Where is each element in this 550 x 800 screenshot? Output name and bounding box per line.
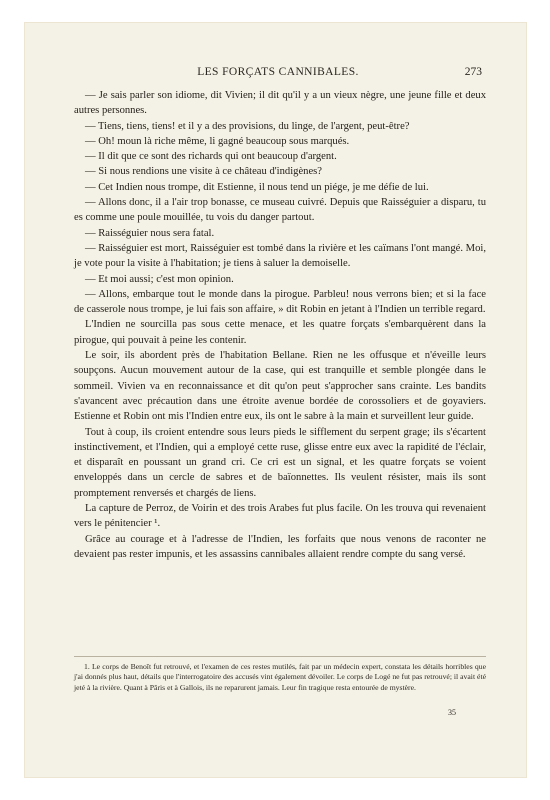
paragraph: Grâce au courage et à l'adresse de l'Indien, les forfaits que nous venons de raconter ne devaient pas rester impunis, et les assassins cannibales allaient rendre compte du sang versé. <box>74 533 486 560</box>
paragraph: L'Indien ne sourcilla pas sous cette menace, et les quatre forçats s'embarquèrent dans la pirogue, qui pouvait à peine les contenir. <box>74 319 486 346</box>
paragraph: — Je sais parler son idiome, dit Vivien; il dit qu'il y a un vieux nègre, une jeune fille et deux autres personnes. <box>74 90 486 117</box>
paragraph: — Il dit que ce sont des richards qui ont beaucoup d'argent. <box>85 151 337 163</box>
footnote-divider <box>74 656 486 657</box>
page-header <box>74 66 482 82</box>
page-number: 273 <box>464 66 482 78</box>
body-text <box>74 88 486 562</box>
signature-mark: 35 <box>448 708 456 717</box>
paragraph: Tout à coup, ils croient entendre sous leurs pieds le sifflement du serpent grage; ils s'écartent instinctivement, et l'Indien, qui a employé cette ruse, glisse entre eux avec la rapidité de l'éclair, et disparaît en poussant un grand cri. Ce cri est un signal, et les quatre forçats se voient enveloppés dans un cercle de sabres et de baïonnettes. Ils veulent résister, mais ils sont promptement renversés et chargés de liens. <box>74 426 486 499</box>
paragraph: — Oh! moun là riche même, li gagné beaucoup sous marqués. <box>85 135 350 147</box>
paragraph: — Allons donc, il a l'air trop bonasse, ce museau cuivré. Depuis que Raisséguier a disparu, tu es comme une poule mouillée, tu vois du danger partout. <box>74 197 486 224</box>
paragraph: — Cet Indien nous trompe, dit Estienne, il nous tend un piége, je me défie de lui. <box>85 181 429 193</box>
paragraph: — Si nous rendions une visite à ce château d'indigènes? <box>85 166 322 178</box>
paragraph: — Tiens, tiens, tiens! et il y a des provisions, du linge, de l'argent, peut-être? <box>85 120 410 132</box>
paragraph: La capture de Perroz, de Voirin et des trois Arabes fut plus facile. On les trouva qui revenaient vers le pénitencier ¹. <box>74 503 486 530</box>
paragraph: Le soir, ils abordent près de l'habitation Bellane. Rien ne les offusque et n'éveille leurs soupçons. Aucun mouvement autour de la case, qui est tranquille et semble plongée dans le sommeil. Vivien va en reconnaissance et dit qu'on peut s'approcher sans crainte. Les bandits s'avancent avec précaution dans une étroite avenue bordée de corossoliers et de goyaviers. Estienne et Robin ont mis l'Indien entre eux, ils ont le sabre à la main et surveillent leur guide. <box>74 350 486 423</box>
paragraph: — Et moi aussi; c'est mon opinion. <box>85 273 234 285</box>
running-title: LES FORÇATS CANNIBALES. <box>197 66 359 78</box>
paragraph: — Raisséguier est mort, Raisséguier est tombé dans la rivière et les caïmans l'ont mangé. Moi, je vote pour la visite à l'habitation; je tiens à saluer la demoiselle. <box>74 242 486 270</box>
paragraph: — Allons, embarque tout le monde dans la pirogue. Parbleu! nous verrons bien; et si la face de casserole nous trompe, je lui fais son affaire, » dit Robin en jetant à l'Indien un terrible regard. <box>74 288 486 316</box>
footnote: 1. Le corps de Benoît fut retrouvé, et l'examen de ces restes mutilés, fait par un médecin expert, constata les détails horribles que j'ai donnés plus haut, détails que l'interrogatoire des accusés vint également dévoiler. Le corps de Logé ne fut pas retrouvé; il avait été jeté à la rivière. Quant à Pâris et à Gallois, ils ne reparurent jamais. Leur fin tragique resta entourée de mystère. <box>74 662 486 692</box>
paragraph: — Raisséguier nous sera fatal. <box>85 227 215 239</box>
book-page <box>24 22 527 778</box>
